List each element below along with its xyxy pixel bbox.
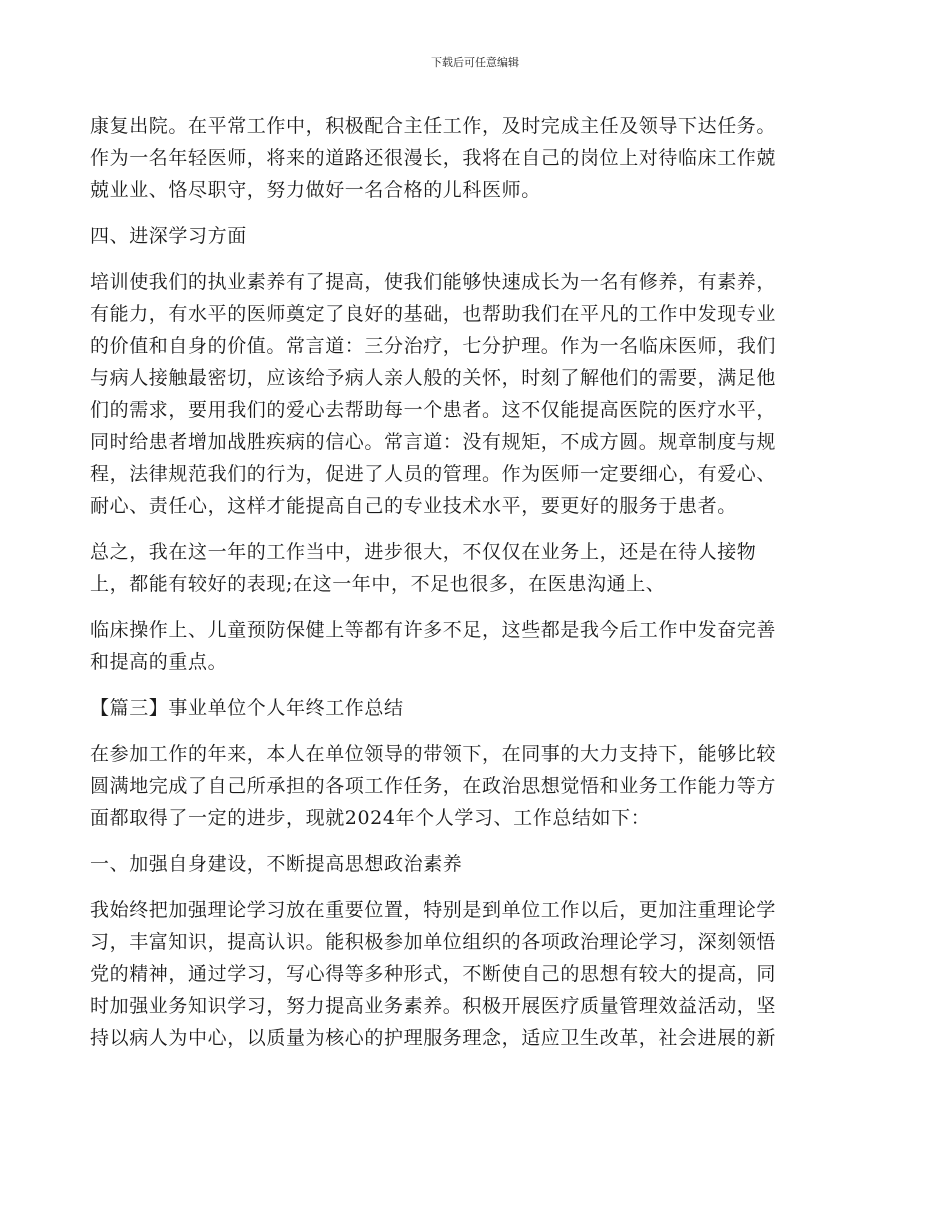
- text-line: 上，都能有较好的表现;在这一年中，不足也很多，在医患沟通上、: [90, 573, 666, 595]
- heading-line: 四、进深学习方面: [90, 225, 247, 247]
- paragraph-recovery: [90, 110, 860, 206]
- text-line: 程，法律规范我们的行为，促进了人员的管理。作为医师一定要细心，有爱心、: [90, 463, 777, 485]
- paragraph-summary: [90, 536, 860, 600]
- section-heading-self-building: [90, 848, 860, 880]
- text-line: 耐心、责任心，这样才能提高自己的专业技术水平，要更好的服务于患者。: [90, 495, 737, 517]
- text-line: 兢业业、恪尽职守，努力做好一名合格的儿科医师。: [90, 179, 541, 201]
- paragraph-intro-part-three: [90, 738, 860, 834]
- text-line: 同时给患者增加战胜疾病的信心。常言道：没有规矩，不成方圆。规章制度与规: [90, 431, 777, 453]
- text-line: 总之，我在这一年的工作当中，进步很大，不仅仅在业务上，还是在待人接物: [90, 541, 757, 563]
- text-line: 培训使我们的执业素养有了提高，使我们能够快速成长为一名有修养，有素养，: [90, 271, 777, 293]
- section-heading-study: [90, 220, 860, 252]
- text-line: 在参加工作的年来，本人在单位领导的带领下，在同事的大力支持下，能够比较: [90, 743, 777, 765]
- text-line: 康复出院。在平常工作中，积极配合主任工作，及时完成主任及领导下达任务。: [90, 115, 777, 137]
- text-line: 习，丰富知识，提高认识。能积极参加单位组织的各项政治理论学习，深刻领悟: [90, 931, 777, 953]
- page-header: 下载后可任意编辑: [431, 56, 519, 69]
- text-line: 和提高的重点。: [90, 651, 228, 673]
- text-line: 的价值和自身的价值。常言道：三分治疗，七分护理。作为一名临床医师，我们: [90, 335, 777, 357]
- text-line: 临床操作上、儿童预防保健上等都有许多不足，这些都是我今后工作中发奋完善: [90, 619, 777, 641]
- text-line: 有能力，有水平的医师奠定了良好的基础，也帮助我们在平凡的工作中发现专业: [90, 303, 777, 325]
- text-line: 与病人接触最密切，应该给予病人亲人般的关怀，时刻了解他们的需要，满足他: [90, 367, 777, 389]
- document-body: [90, 110, 860, 1068]
- text-line: 党的精神，通过学习，写心得等多种形式，不断使自己的思想有较大的提高，同: [90, 963, 777, 985]
- text-line: 们的需求，要用我们的爱心去帮助每一个患者。这不仅能提高医院的医疗水平，: [90, 399, 777, 421]
- text-line: 时加强业务知识学习，努力提高业务素养。积极开展医疗质量管理效益活动，坚: [90, 995, 777, 1017]
- text-line: 作为一名年轻医师，将来的道路还很漫长，我将在自己的岗位上对待临床工作兢: [90, 147, 777, 169]
- heading-line: 【篇三】事业单位个人年终工作总结: [90, 697, 404, 719]
- heading-line: 一、加强自身建设，不断提高思想政治素养: [90, 853, 463, 875]
- text-line: 圆满地完成了自己所承担的各项工作任务，在政治思想觉悟和业务工作能力等方: [90, 775, 777, 797]
- text-line: 面都取得了一定的进步，现就2024年个人学习、工作总结如下：: [90, 807, 651, 829]
- section-heading-part-three: [90, 692, 860, 724]
- text-line: 我始终把加强理论学习放在重要位置，特别是到单位工作以后，更加注重理论学: [90, 899, 777, 921]
- text-line: 持以病人为中心，以质量为核心的护理服务理念，适应卫生改革，社会进展的新: [90, 1027, 777, 1049]
- paragraph-theory-study: [90, 894, 860, 1054]
- paragraph-shortcomings: [90, 614, 860, 678]
- paragraph-training: [90, 266, 860, 522]
